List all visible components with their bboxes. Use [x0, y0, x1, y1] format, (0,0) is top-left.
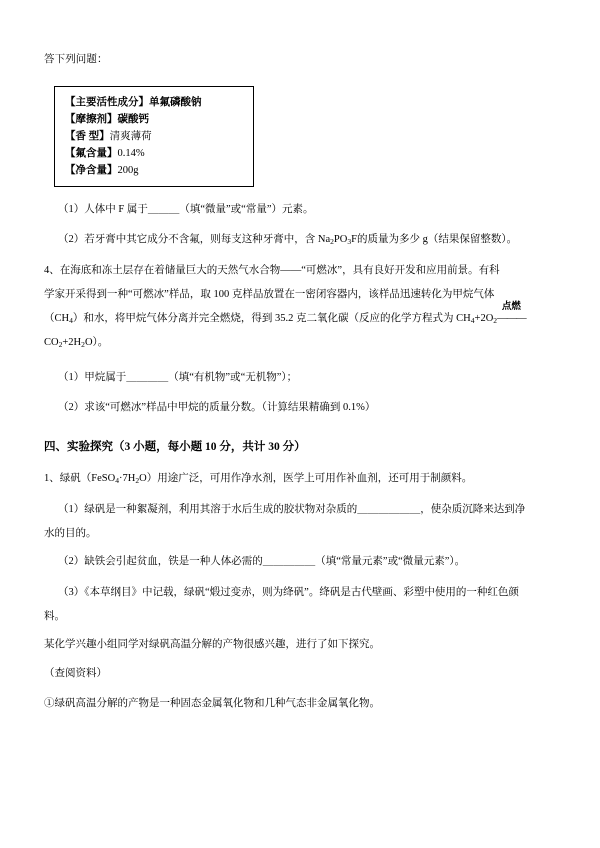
- q4-body-p4b: +2H: [62, 336, 82, 348]
- q3-item2: [44, 231, 556, 250]
- q1-item3-line2: 料。: [44, 610, 65, 622]
- q4-body-p3a: （CH: [44, 312, 70, 324]
- label-row: [65, 145, 243, 162]
- section-4-title: 四、实验探究（3 小题，每小题 10 分，共计 30 分）: [44, 440, 306, 453]
- intro-text: 答下列问题：: [44, 54, 108, 65]
- q3-item2-pre: （2）若牙膏中其它成分不含氟，则每支这种牙膏中，含 Na: [58, 234, 331, 246]
- q3-item1: （1）人体中 F 属于＿＿＿（填“微量”或“常量”）元素。: [58, 204, 314, 216]
- label-value: 200g: [117, 165, 139, 177]
- label-bracket: 【摩擦剂】: [65, 114, 118, 126]
- label-value: 清爽薄荷: [109, 131, 152, 143]
- q4-body-p3sub: 4: [69, 316, 73, 326]
- q4-body-p4sub: 2: [58, 339, 63, 349]
- q1-stem-b: ·7H: [118, 472, 136, 484]
- q4-body-p3b: ）和水，将甲烷气体分离并完全燃烧，得到 35.2 克二氧化碳（反应的化学方程式为 CH: [72, 312, 471, 324]
- label-value: 碳酸钙: [117, 114, 149, 126]
- q1-reference-heading: （查阅资料）: [44, 668, 107, 680]
- label-row: [65, 111, 243, 128]
- q4-body-p3sub2: 4: [470, 316, 475, 326]
- q1-item1-line1: （1）绿矾是一种絮凝剂，利用其溶于水后生成的胶状物对杂质的＿＿＿＿＿＿，使杂质沉降来达到净: [58, 503, 526, 515]
- q4-body-p4c: O）。: [84, 336, 109, 348]
- q1-extra-interest: 某化学兴趣小组同学对绿矾高温分解的产物很感兴趣，进行了如下探究。: [44, 638, 380, 650]
- q1-reference-item1: ①绿矾高温分解的产物是一种固态金属氧化物和几种气态非金属氧化物。: [44, 698, 380, 710]
- label-value: 单氟磷酸钠: [149, 97, 202, 109]
- q1-stem-sub2: 2: [135, 476, 140, 486]
- label-row: [65, 94, 243, 111]
- q1-stem-a: 1、绿矾（FeSO: [44, 472, 116, 484]
- reaction-condition-label: 点燃: [501, 301, 521, 312]
- label-bracket: 【主要活性成分】: [65, 97, 149, 109]
- q4-item1: （1）甲烷属于＿＿＿＿（填“有机物”或“无机物”）；: [58, 371, 298, 383]
- label-row: [65, 162, 243, 179]
- q4-body-line1: 4、在海底和冻土层存在着储量巨大的天然气水合物——“可燃冰”，具有良好开发和应用前景。有科: [44, 265, 500, 277]
- label-bracket: 【香 型】: [65, 131, 110, 143]
- q4-body-line2: 学家开采得到一种“可燃冰”样品，取 100 克样品放置在一密闭容器内，该样品迅速转化为甲烷气体: [44, 288, 495, 300]
- q4-item2: （2）求该“可燃冰”样品中甲烷的质量分数。（计算结果精确到 0.1%）: [58, 401, 376, 413]
- q1-stem-c: O）用途广泛，可用作净水剂，医学上可用作补血剂，还可用于制颜料。: [139, 472, 473, 484]
- q3-item2-sub2: 3: [347, 237, 352, 247]
- q1-stem-sub1: 4: [115, 476, 119, 486]
- label-value: 0.14%: [117, 148, 145, 160]
- q1-item3-line1: （3）《本草纲目》中记载，绿矾“煅过变赤，则为绛矾”。绛矾是古代壁画、彩塑中使用的一种红色颜: [58, 586, 519, 598]
- q4-body-p3sub3: 2: [493, 316, 498, 326]
- q3-item2-post: F的质量为多少 g（结果保留整数）。: [351, 234, 518, 246]
- q3-item2-mid: PO: [333, 234, 348, 246]
- reaction-condition: [497, 301, 526, 329]
- q4-body-p4sub2: 2: [81, 339, 85, 349]
- q4-body-line3: [44, 301, 556, 329]
- q4-body-p3c: +2O: [474, 312, 494, 324]
- q1-stem: [44, 470, 556, 489]
- q4-body-p4a: CO: [44, 336, 59, 348]
- label-row: [65, 128, 243, 145]
- product-label-box: [54, 86, 254, 187]
- q4-body-line4: [44, 333, 556, 353]
- label-bracket: 【净含量】: [65, 165, 118, 177]
- label-bracket: 【氟含量】: [65, 148, 118, 160]
- q1-item1-line2: 水的目的。: [44, 527, 97, 539]
- q1-item2: （2）缺铁会引起贫血，铁是一种人体必需的＿＿＿＿＿（填“常量元素”或“微量元素”）。: [58, 555, 466, 567]
- q3-item2-sub1: 2: [330, 237, 334, 247]
- reaction-arrow: ———: [497, 312, 526, 324]
